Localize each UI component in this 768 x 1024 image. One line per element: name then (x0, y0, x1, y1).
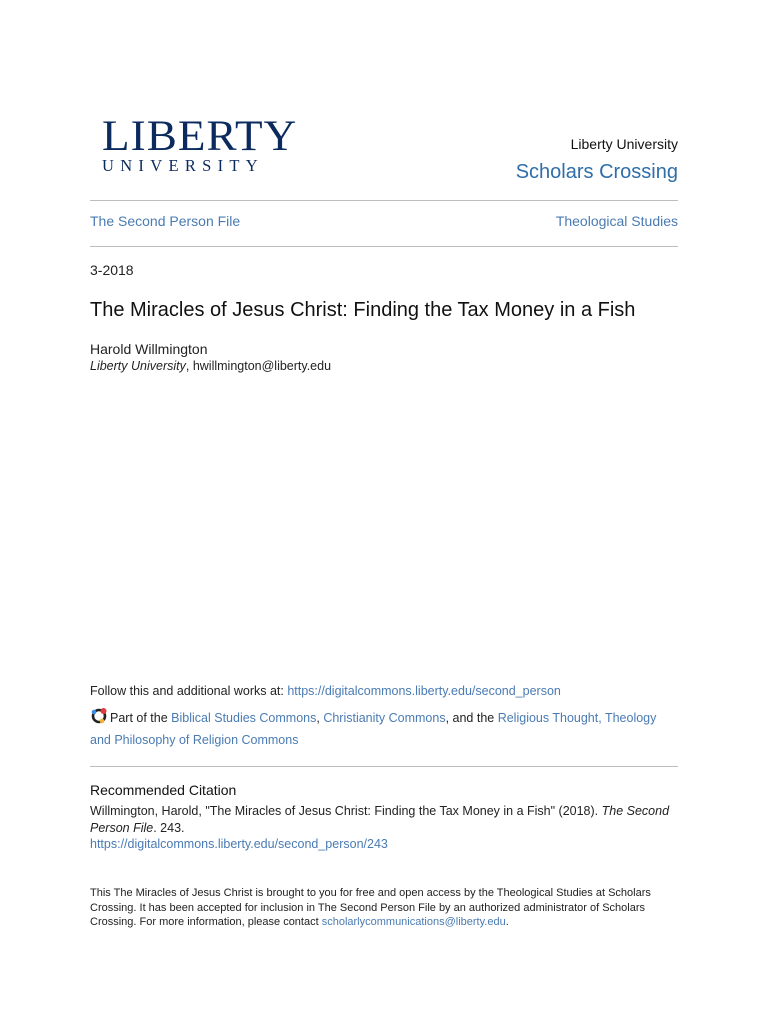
follow-line (90, 684, 561, 698)
citation-number: . 243. (153, 821, 185, 835)
divider-nav (90, 246, 678, 247)
publication-date: 3-2018 (90, 262, 134, 278)
biblical-studies-commons-link[interactable]: Biblical Studies Commons (171, 711, 317, 725)
part-of-line (90, 707, 678, 751)
citation-url-link[interactable]: https://digitalcommons.liberty.edu/second_person/243 (90, 837, 388, 851)
author-name: Harold Willmington (90, 341, 208, 357)
logo-line2: UNIVERSITY (102, 156, 264, 175)
christianity-commons-link[interactable]: Christianity Commons (323, 711, 446, 725)
author-email: , hwillmington@liberty.edu (185, 359, 332, 373)
author-affiliation (90, 359, 331, 373)
follow-label: Follow this and additional works at: (90, 684, 288, 698)
liberty-university-logo (102, 113, 298, 175)
follow-url-link[interactable]: https://digitalcommons.liberty.edu/second_person (287, 684, 561, 698)
divider-top (90, 200, 678, 201)
series-link[interactable]: The Second Person File (90, 213, 241, 229)
university-name: Liberty University (570, 136, 678, 152)
access-end: . (505, 916, 509, 928)
part-of-prefix: Part of the (110, 711, 172, 725)
network-icon (90, 707, 108, 725)
access-text: This The Miracles of Jesus Christ is brought to you for free and open access by the Theological Studies at Scholars Crossing. It has been accepted for inclusion in The Second Person File by an authorized administrator of Scholars Crossing. For more information, please contact (90, 887, 651, 928)
divider-citation (90, 766, 678, 767)
contact-email-link[interactable]: scholarlycommunications@liberty.edu (321, 916, 506, 928)
part-of-sep2: , and the (445, 711, 498, 725)
citation-body: Willmington, Harold, "The Miracles of Jesus Christ: Finding the Tax Money in a Fish" (2018). (90, 804, 602, 818)
recommended-citation-heading: Recommended Citation (90, 782, 237, 798)
article-title: The Miracles of Jesus Christ: Finding the Tax Money in a Fish (90, 299, 636, 321)
affiliation-name: Liberty University (90, 359, 186, 373)
scholars-crossing-link[interactable]: Scholars Crossing (515, 161, 678, 183)
part-of-sep1: , (316, 711, 324, 725)
citation-text (90, 803, 678, 837)
logo-line1: LIBERTY (102, 113, 298, 160)
department-link[interactable]: Theological Studies (555, 213, 678, 229)
brand-block (516, 134, 678, 186)
religious-thought-commons-link[interactable]: Religious Thought, Theology and Philosophy of Religion Commons (90, 711, 657, 747)
citation-journal: The Second Person File (90, 804, 670, 835)
access-statement (90, 886, 678, 930)
